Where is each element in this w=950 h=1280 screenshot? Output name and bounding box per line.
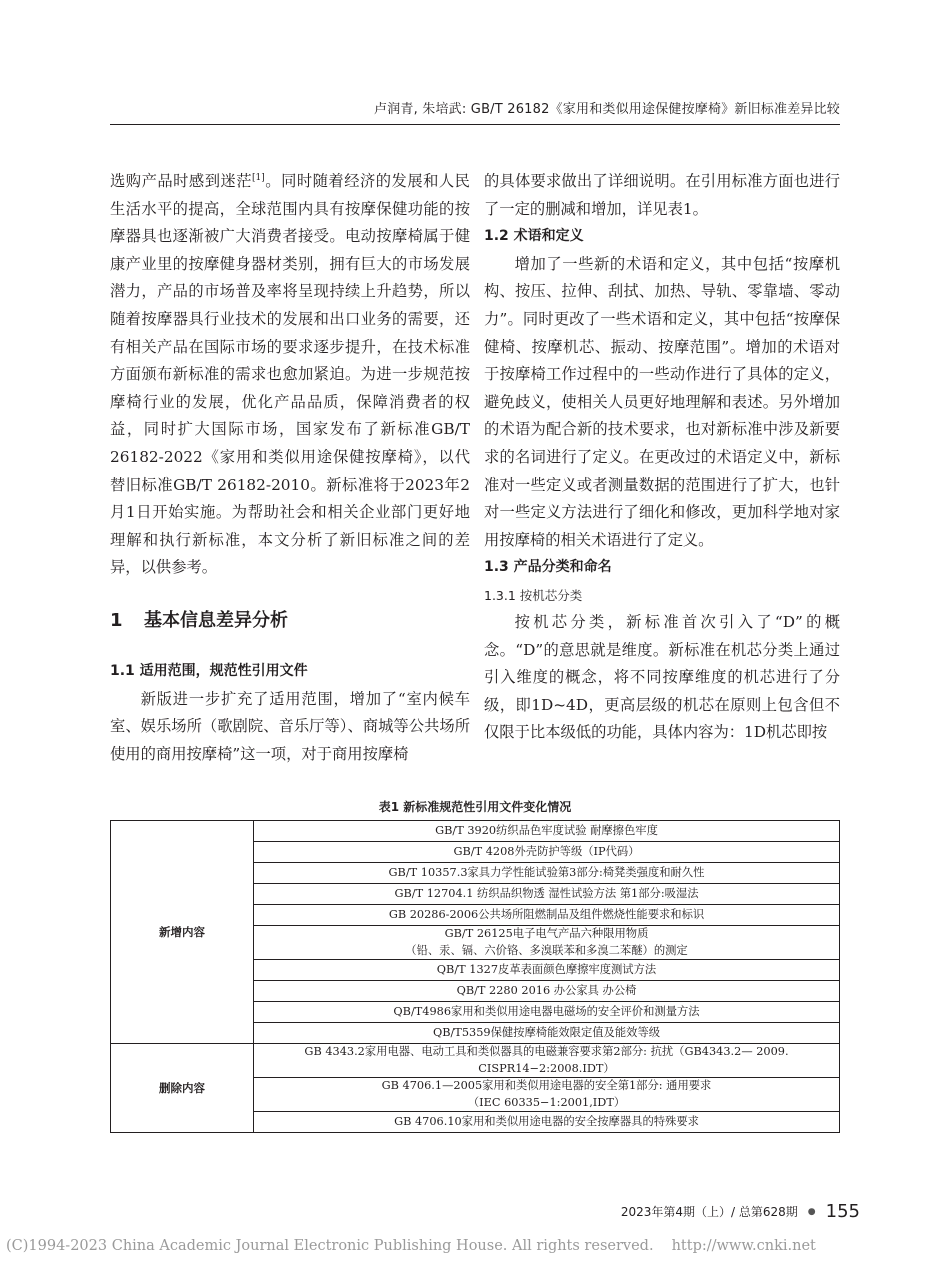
- citation-ref: [1]: [252, 172, 265, 183]
- table-cell: [254, 842, 840, 863]
- table-cell: [254, 863, 840, 884]
- table-cell: [254, 1002, 840, 1023]
- table-cell: [254, 981, 840, 1002]
- table-row: [111, 821, 840, 842]
- table-cell: [254, 1112, 840, 1133]
- left-column: [110, 168, 470, 768]
- standard-line: QB/T 2280 2016 办公家具 办公椅: [456, 983, 637, 997]
- table-row: [111, 1044, 840, 1078]
- standard-line: GB/T 4208外壳防护等级（IP代码）: [453, 844, 640, 858]
- standard-line: CISPR14−2:2008.IDT）: [478, 1061, 615, 1075]
- copyright-watermark: [6, 1238, 816, 1254]
- page-footer: [621, 1201, 860, 1222]
- standard-line: GB 4706.1—2005家用和类似用途电器的安全第1部分: 通用要求: [381, 1079, 712, 1092]
- table-cell: [254, 926, 840, 960]
- standard-line: GB/T 12704.1 纺织品织物透 湿性试验方法 第1部分:吸湿法: [394, 886, 699, 900]
- bullet-separator: ●: [807, 1206, 816, 1217]
- table-cell: [254, 884, 840, 905]
- table-caption: 表1 新标准规范性引用文件变化情况: [378, 800, 572, 814]
- standard-line: QB/T 1327皮革表面颜色摩擦牢度测试方法: [436, 962, 657, 976]
- table-cell: [254, 1023, 840, 1044]
- intro-text-before-citation: 选购产品时感到迷茫: [110, 172, 253, 190]
- section-1-3-1-text: 按机芯分类，新标准首次引入了“D”的概念。“D”的意思就是维度。新标准在机芯分类上通过引入维度的概念，将不同按摩维度的机芯进行了分级，即1D~4D，更高层级的机芯在原则上包含但不仅限于比本级低的功能，具体内容为：1D机芯即按: [484, 612, 840, 742]
- standards-change-table: [110, 820, 840, 1133]
- standard-line: GB 20286-2006公共场所阻燃制品及组件燃烧性能要求和标识: [388, 907, 705, 921]
- right-column: [484, 168, 840, 747]
- intro-text-after-citation: 。同时随着经济的发展和人民生活水平的提高，全球范围内具有按摩保健功能的按摩器具也逐渐被广大消费者接受。电动按摩椅属于健康产业里的按摩健身器材类别，拥有巨大的市场发展潜力，产品的市场普及率将呈现持续上升趋势，所以随着按摩器具行业技术的发展和出口业务的需要，还有相关产品在国际市场的要求逐步提升，在技术标准方面颁布新标准的需求也愈加紧迫。为进一步规范按摩椅行业的发展，优化产品品质，保障消费者的权益，同时扩大国际市场，国家发布了新标准GB/T 26182-2022《家用和类似用途保健按摩椅》，以代替旧标准GB/T 26182-2010。新标准将于2023年2月1日开始实施。为帮助社会和相关企业部门更好地理解和执行新标准，本文分析了新旧标准之间的差异，以供参考。: [110, 172, 470, 577]
- table-cell: [254, 1078, 840, 1112]
- standard-line: GB/T 10357.3家具力学性能试验第3部分:椅凳类强度和耐久性: [388, 865, 705, 879]
- standard-line: GB/T 3920纺织品色牢度试验 耐摩擦色牢度: [435, 823, 658, 837]
- standard-line: GB 4706.10家用和类似用途电器的安全按摩器具的特殊要求: [394, 1114, 699, 1128]
- table-cell: [254, 905, 840, 926]
- cnki-url: http://www.cnki.net: [671, 1238, 816, 1254]
- intro-paragraph: [110, 168, 470, 582]
- section-1-2-text: 增加了一些新的术语和定义，其中包括“按摩机构、按压、拉伸、刮拭、加热、导轨、零靠墙、零动力”。同时更改了一些术语和定义，其中包括“按摩保健椅、按摩机芯、振动、按摩范围”。增加的术语对于按摩椅工作过程中的一些动作进行了具体的定义，避免歧义，使相关人员更好地理解和表述。另外增加的术语为配合新的技术要求，也对新标准中涉及新要求的名词进行了定义。在更改过的术语定义中，新标准对一些定义或者测量数据的范围进行了扩大，也针对一些定义方法进行了细化和修改，更加科学地对家用按摩椅的相关术语进行了定义。: [484, 254, 840, 549]
- section-1-number: 1: [110, 609, 123, 631]
- standard-line: GB/T 26125电子电气产品六种限用物质: [444, 927, 649, 940]
- deleted-group-label: 删除内容: [111, 1044, 254, 1133]
- continuation-paragraph: 的具体要求做出了详细说明。在引用标准方面也进行了一定的删减和增加，详见表1。: [484, 172, 840, 218]
- section-1-2-heading: 1.2 术语和定义: [484, 228, 584, 245]
- header-rule: [110, 124, 840, 125]
- table-cell: [254, 821, 840, 842]
- section-1-3-1-heading: 1.3.1 按机芯分类: [484, 587, 583, 603]
- section-1-title: 基本信息差异分析: [144, 609, 288, 631]
- running-header: 卢润青, 朱培武: GB/T 26182《家用和类似用途保健按摩椅》新旧标准差异比较: [374, 102, 840, 117]
- standard-line: QB/T5359保健按摩椅能效限定值及能效等级: [432, 1025, 661, 1039]
- section-1-1-text: 新版进一步扩充了适用范围，增加了“室内候车室、娱乐场所（歌剧院、音乐厅等）、商城等公共场所使用的商用按摩椅”这一项，对于商用按摩椅: [110, 689, 470, 763]
- copyright-text: (C)1994-2023 China Academic Journal Electronic Publishing House. All rights reserved.: [6, 1238, 654, 1254]
- table-cell: [254, 960, 840, 981]
- added-group-label: 新增内容: [111, 821, 254, 1044]
- table-cell: [254, 1044, 840, 1078]
- section-1-3-heading: 1.3 产品分类和命名: [484, 559, 612, 576]
- issue-info: 2023年第4期（上）/ 总第628期: [620, 1205, 798, 1219]
- page-number: 155: [825, 1201, 860, 1222]
- standard-line: （铅、汞、镉、六价铬、多溴联苯和多溴二苯醚）的测定: [405, 943, 688, 957]
- section-1-heading: [110, 606, 470, 636]
- standard-line: QB/T4986家用和类似用途电器电磁场的安全评价和测量方法: [393, 1004, 700, 1018]
- section-1-1-heading: 1.1 适用范围，规范性引用文件: [110, 662, 308, 679]
- standard-line: （IEC 60335−1:2001,IDT）: [467, 1095, 626, 1109]
- standard-line: GB 4343.2家用电器、电动工具和类似器具的电磁兼容要求第2部分: 抗扰（GB4343.2— 2009.: [304, 1045, 789, 1058]
